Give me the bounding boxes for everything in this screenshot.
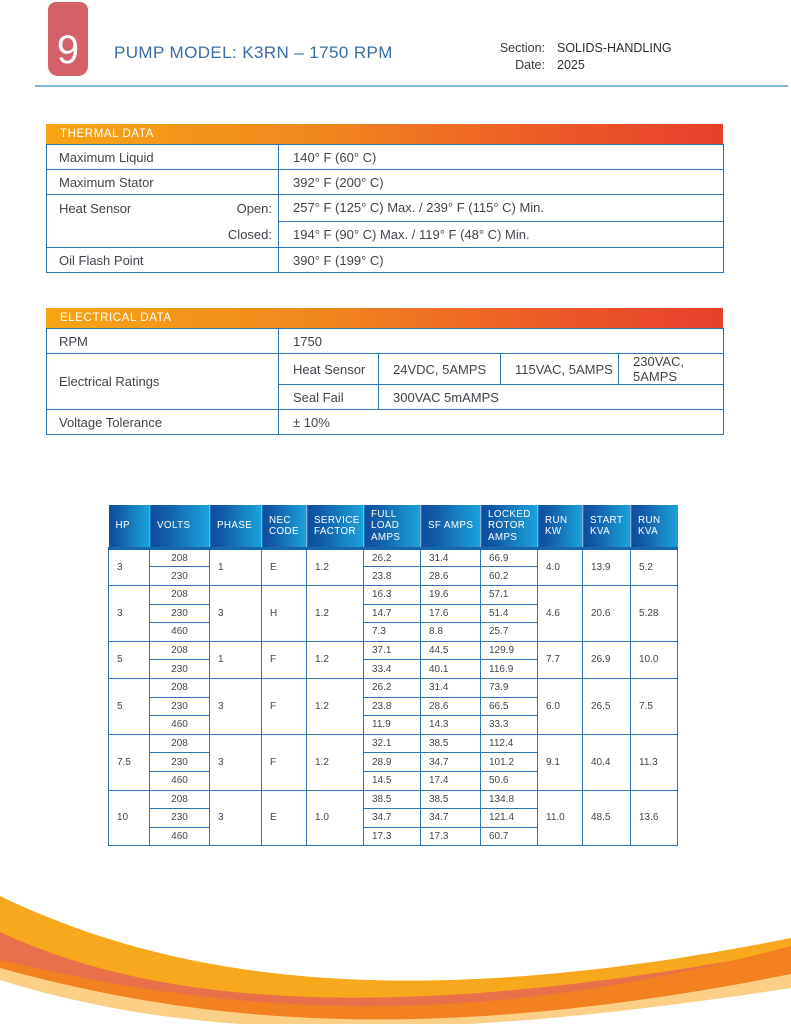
motor-data-table [108,505,678,846]
cell-run-kw: 4.0 [538,548,583,585]
cell-sf-amps: 38.5 [421,734,481,753]
rpm-value: 1750 [279,329,724,354]
cell-volts: 208 [150,734,210,753]
col-header-start-kva: START KVA [583,505,631,548]
table-row [109,641,678,660]
table-row [109,790,678,809]
col-header-hp: HP [109,505,150,548]
heat-sensor-115v-rating: 115VAC, 5AMPS [501,354,619,385]
cell-hp: 5 [109,641,150,678]
heat-sensor-open-row [47,195,278,221]
col-header-nec-code: NEC CODE [262,505,307,548]
cell-phase: 3 [210,790,262,846]
cell-locked-rotor-amps: 101.2 [481,753,538,772]
cell-service-factor: 1.2 [307,585,364,641]
cell-locked-rotor-amps: 129.9 [481,641,538,660]
date-value: 2025 [557,58,585,72]
heat-sensor-24v-rating: 24VDC, 5AMPS [379,354,501,385]
cell-full-load-amps: 14.5 [364,771,421,790]
col-header-run-kw: RUN KW [538,505,583,548]
cell-locked-rotor-amps: 50.6 [481,771,538,790]
section-label: Section: [499,41,545,55]
cell-sf-amps: 17.6 [421,604,481,623]
cell-sf-amps: 14.3 [421,716,481,735]
cell-run-kw: 9.1 [538,734,583,790]
cell-full-load-amps: 32.1 [364,734,421,753]
cell-run-kw: 6.0 [538,678,583,734]
cell-volts: 208 [150,678,210,697]
cell-phase: 3 [210,585,262,641]
cell-nec-code: F [262,641,307,678]
cell-hp: 3 [109,548,150,585]
table-row [109,585,678,604]
cell-locked-rotor-amps: 112.4 [481,734,538,753]
cell-volts: 208 [150,548,210,567]
thermal-row-value: 390° F (199° C) [279,248,724,273]
cell-locked-rotor-amps: 121.4 [481,809,538,828]
heat-sensor-rating-label: Heat Sensor [279,354,379,385]
page-title: PUMP MODEL: K3RN – 1750 RPM [114,43,393,62]
thermal-row-label: Maximum Stator [47,170,279,195]
cell-sf-amps: 31.4 [421,678,481,697]
cell-locked-rotor-amps: 60.7 [481,827,538,846]
cell-sf-amps: 17.4 [421,771,481,790]
electrical-data-table [46,328,724,435]
cell-service-factor: 1.2 [307,548,364,585]
cell-nec-code: E [262,548,307,585]
cell-volts: 230 [150,660,210,679]
heat-sensor-closed-row [47,221,278,247]
cell-locked-rotor-amps: 73.9 [481,678,538,697]
cell-volts: 230 [150,567,210,586]
cell-locked-rotor-amps: 51.4 [481,604,538,623]
seal-fail-label: Seal Fail [279,385,379,410]
thermal-data-table [46,144,724,273]
thermal-data-heading: THERMAL DATA [46,124,723,144]
cell-full-load-amps: 37.1 [364,641,421,660]
date-label: Date: [515,58,545,72]
cell-service-factor: 1.0 [307,790,364,846]
cell-start-kva: 26.9 [583,641,631,678]
rpm-label: RPM [47,329,279,354]
heat-sensor-closed-label: Closed: [227,226,272,242]
decorative-wave-graphic [0,880,791,1024]
cell-start-kva: 48.5 [583,790,631,846]
voltage-tolerance-value: ± 10% [279,410,724,435]
col-header-phase: PHASE [210,505,262,548]
cell-phase: 1 [210,641,262,678]
cell-sf-amps: 34.7 [421,809,481,828]
heat-sensor-open-label: Open: [236,200,272,216]
section-value: SOLIDS-HANDLING [557,41,672,55]
cell-nec-code: F [262,678,307,734]
table-row [47,329,724,354]
col-header-sf-amps: SF AMPS [421,505,481,548]
table-row [109,548,678,567]
cell-full-load-amps: 23.8 [364,697,421,716]
electrical-ratings-label: Electrical Ratings [47,354,279,410]
cell-locked-rotor-amps: 134.8 [481,790,538,809]
thermal-row-label: Oil Flash Point [47,248,279,273]
cell-locked-rotor-amps: 25.7 [481,623,538,642]
cell-run-kva: 10.0 [631,641,678,678]
seal-fail-value: 300VAC 5mAMPS [379,385,724,410]
cell-phase: 3 [210,678,262,734]
cell-full-load-amps: 26.2 [364,678,421,697]
cell-volts: 460 [150,716,210,735]
electrical-data-section [46,308,723,435]
page-number: 9 [56,28,80,72]
cell-volts: 460 [150,771,210,790]
heat-sensor-closed-value: 194° F (90° C) Max. / 119° F (48° C) Min. [279,221,724,248]
cell-full-load-amps: 11.9 [364,716,421,735]
voltage-tolerance-label: Voltage Tolerance [47,410,279,435]
cell-sf-amps: 8.8 [421,623,481,642]
col-header-locked-rotor-amps: LOCKED ROTOR AMPS [481,505,538,548]
table-row [47,248,724,273]
table-row [47,170,724,195]
cell-hp: 10 [109,790,150,846]
cell-nec-code: H [262,585,307,641]
cell-run-kva: 11.3 [631,734,678,790]
table-row [47,145,724,170]
cell-run-kva: 5.2 [631,548,678,585]
cell-sf-amps: 19.6 [421,585,481,604]
motor-data-section [108,505,677,846]
cell-sf-amps: 38.5 [421,790,481,809]
motor-table-header [109,505,678,548]
cell-service-factor: 1.2 [307,641,364,678]
cell-sf-amps: 44.5 [421,641,481,660]
cell-locked-rotor-amps: 60.2 [481,567,538,586]
cell-full-load-amps: 34.7 [364,809,421,828]
cell-full-load-amps: 33.4 [364,660,421,679]
cell-start-kva: 20.6 [583,585,631,641]
cell-volts: 230 [150,809,210,828]
cell-locked-rotor-amps: 66.9 [481,548,538,567]
cell-sf-amps: 17.3 [421,827,481,846]
cell-sf-amps: 28.6 [421,697,481,716]
col-header-service-factor: SERVICE FACTOR [307,505,364,548]
cell-run-kw: 4.6 [538,585,583,641]
thermal-row-label: Maximum Liquid [47,145,279,170]
cell-full-load-amps: 28.9 [364,753,421,772]
cell-hp: 7.5 [109,734,150,790]
table-row [109,734,678,753]
header-divider [35,85,788,87]
thermal-data-section [46,124,723,273]
cell-full-load-amps: 14.7 [364,604,421,623]
cell-start-kva: 40.4 [583,734,631,790]
thermal-row-label: Heat Sensor [59,200,132,216]
cell-sf-amps: 28.6 [421,567,481,586]
header-meta [450,41,672,73]
table-row [47,410,724,435]
cell-volts: 230 [150,753,210,772]
cell-volts: 230 [150,697,210,716]
col-header-full-load-amps: FULL LOAD AMPS [364,505,421,548]
cell-volts: 230 [150,604,210,623]
page-number-badge [48,2,88,76]
cell-start-kva: 26.5 [583,678,631,734]
cell-run-kw: 7.7 [538,641,583,678]
cell-locked-rotor-amps: 57.1 [481,585,538,604]
cell-full-load-amps: 26.2 [364,548,421,567]
heat-sensor-open-value: 257° F (125° C) Max. / 239° F (115° C) Min. [279,195,724,222]
cell-full-load-amps: 7.3 [364,623,421,642]
cell-sf-amps: 34.7 [421,753,481,772]
cell-full-load-amps: 38.5 [364,790,421,809]
cell-run-kw: 11.0 [538,790,583,846]
cell-full-load-amps: 17.3 [364,827,421,846]
cell-full-load-amps: 16.3 [364,585,421,604]
table-row [109,678,678,697]
table-row [47,195,724,222]
cell-run-kva: 5.28 [631,585,678,641]
col-header-volts: VOLTS [150,505,210,548]
cell-phase: 3 [210,734,262,790]
cell-run-kva: 13.6 [631,790,678,846]
cell-hp: 3 [109,585,150,641]
heat-sensor-230v-rating: 230VAC, 5AMPS [619,354,724,385]
cell-volts: 460 [150,623,210,642]
cell-sf-amps: 31.4 [421,548,481,567]
table-row [109,505,678,548]
cell-locked-rotor-amps: 33.3 [481,716,538,735]
electrical-data-heading: ELECTRICAL DATA [46,308,723,328]
cell-hp: 5 [109,678,150,734]
col-header-run-kva: RUN KVA [631,505,678,548]
cell-volts: 208 [150,790,210,809]
thermal-row-value: 392° F (200° C) [279,170,724,195]
thermal-row-value: 140° F (60° C) [279,145,724,170]
cell-locked-rotor-amps: 116.9 [481,660,538,679]
cell-nec-code: F [262,734,307,790]
cell-phase: 1 [210,548,262,585]
cell-service-factor: 1.2 [307,678,364,734]
cell-volts: 208 [150,585,210,604]
table-row [47,354,724,385]
cell-nec-code: E [262,790,307,846]
cell-volts: 460 [150,827,210,846]
cell-service-factor: 1.2 [307,734,364,790]
heat-sensor-label-cell [47,195,279,248]
cell-sf-amps: 40.1 [421,660,481,679]
cell-start-kva: 13.9 [583,548,631,585]
cell-locked-rotor-amps: 66.5 [481,697,538,716]
cell-full-load-amps: 23.8 [364,567,421,586]
cell-volts: 208 [150,641,210,660]
cell-run-kva: 7.5 [631,678,678,734]
